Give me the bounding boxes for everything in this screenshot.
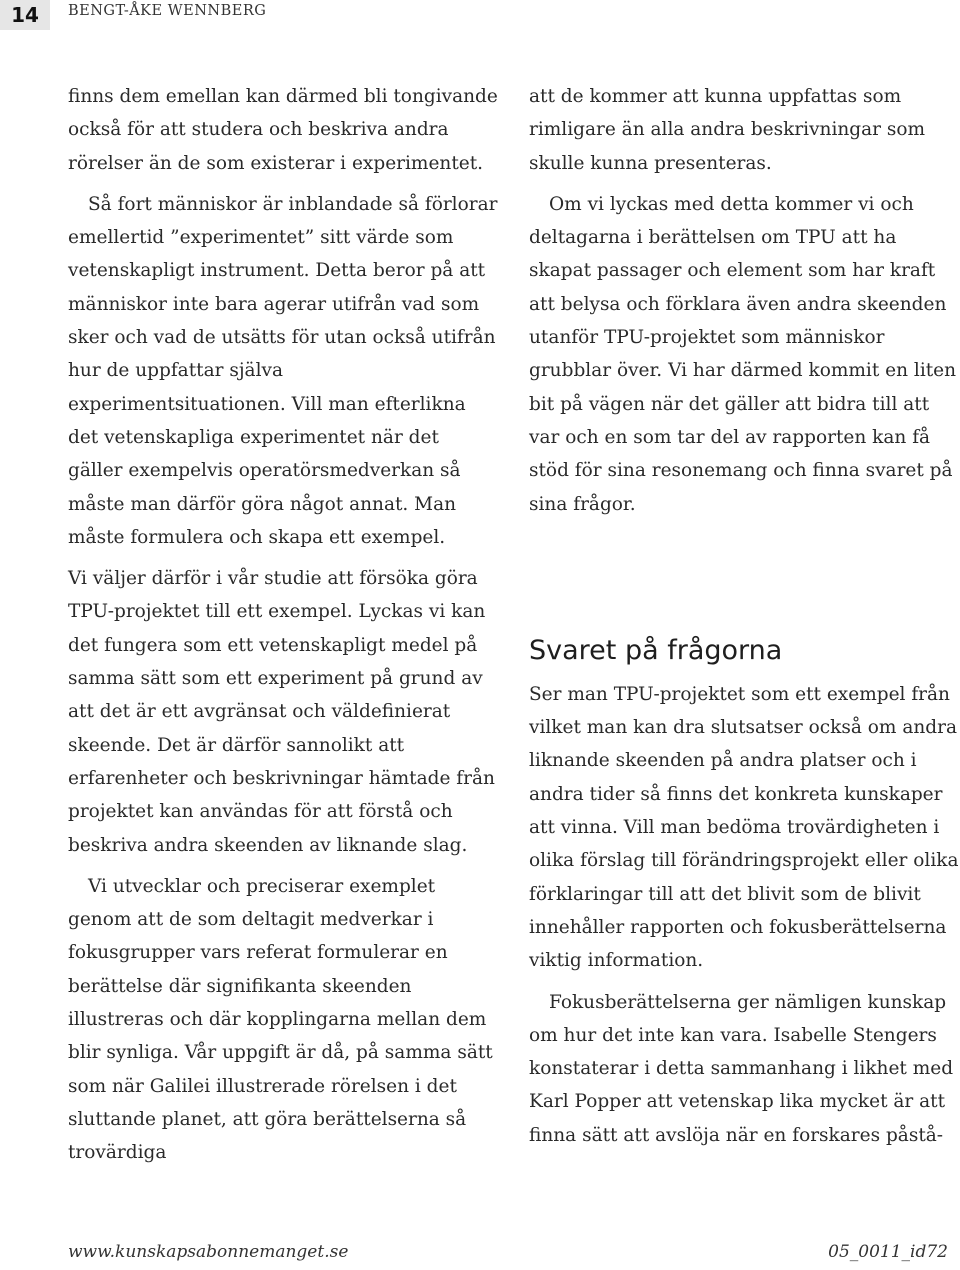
paragraph: att de kommer att kunna uppfattas som rimligare än alla andra beskrivningar som skulle kunna presenteras. <box>529 86 926 174</box>
paragraph: Så fort människor är inblandade så förlorar emellertid ”experimentet” sitt värde som vetenskapligt instrument. Detta beror på att människor inte bara agerar utifrån vad som sker och vad de utsätts för utan också utifrån hur de uppfattar själva experimentsituationen. Vill man efterlikna det vetenskapliga experimentet när det gäller exempelvis operatörsmedverkan så måste man därför göra något annat. Man måste formulera och skapa ett exempel. <box>68 193 498 548</box>
section-heading: Svaret på frågorna <box>529 634 783 666</box>
running-head: BENGT-ÅKE WENNBERG <box>68 3 267 19</box>
right-column <box>529 80 959 1160</box>
paragraph: Vi väljer därför i vår studie att försöka göra TPU-projektet till ett exempel. Lyckas vi kan det fungera som ett vetenskapligt medel på samma sätt som ett experiment på grund av att det är ett avgränsat och väldefinierat skeende. Det är därför sannolikt att erfarenheter och beskrivningar hämtade från projektet kan användas för att förstå och beskriva andra skeenden av liknande slag. <box>68 568 495 856</box>
footer-website: www.kunskapsabonnemanget.se <box>68 1242 349 1262</box>
paragraph: Ser man TPU-projektet som ett exempel från vilket man kan dra slutsatser också om andra liknande skeenden på andra platser och i andra tider så finns det konkreta kunskaper att vinna. Vill man bedöma trovärdigheten i olika förslag till förändringsprojekt eller olika förklaringar till att det blivit som de blivit innehåller rapporten och fokusberättelserna viktig information. <box>529 683 959 972</box>
paragraph: finns dem emellan kan därmed bli tongivande också för att studera och beskriva andra rörelser än de som existerar i experimentet. <box>68 86 498 174</box>
left-column <box>68 80 498 1178</box>
paragraph: Fokusberättelserna ger nämligen kunskap om hur det inte kan vara. Isabelle Stengers konstaterar i detta sammanhang i likhet med Karl Popper att vetenskap lika mycket är att finna sätt att avslöja när en forskares påstå- <box>529 991 954 1146</box>
paragraph: Vi utvecklar och preciserar exemplet genom att de som deltagit medverkar i fokusgrupper vars referat formulerar en berättelse där signifikanta skeenden illustreras och där kopplingarna mellan dem blir synliga. Vår uppgift är då, på samma sätt som när Galilei illustrerade rörelsen i det sluttande planet, att göra berättelserna så trovärdiga <box>68 875 493 1164</box>
page-number: 14 <box>0 0 50 30</box>
paragraph: Om vi lyckas med detta kommer vi och deltagarna i berättelsen om TPU att ha skapat passager och element som har kraft att belysa och förklara även andra skeenden utanför TPU-projektet som människor grubblar över. Vi har därmed kommit en liten bit på vägen när det gäller att bidra till att var och en som tar del av rapporten kan få stöd för sina resonemang och finna svaret på sina frågor. <box>529 193 957 515</box>
footer-doc-id: 05_0011_id72 <box>828 1242 948 1262</box>
